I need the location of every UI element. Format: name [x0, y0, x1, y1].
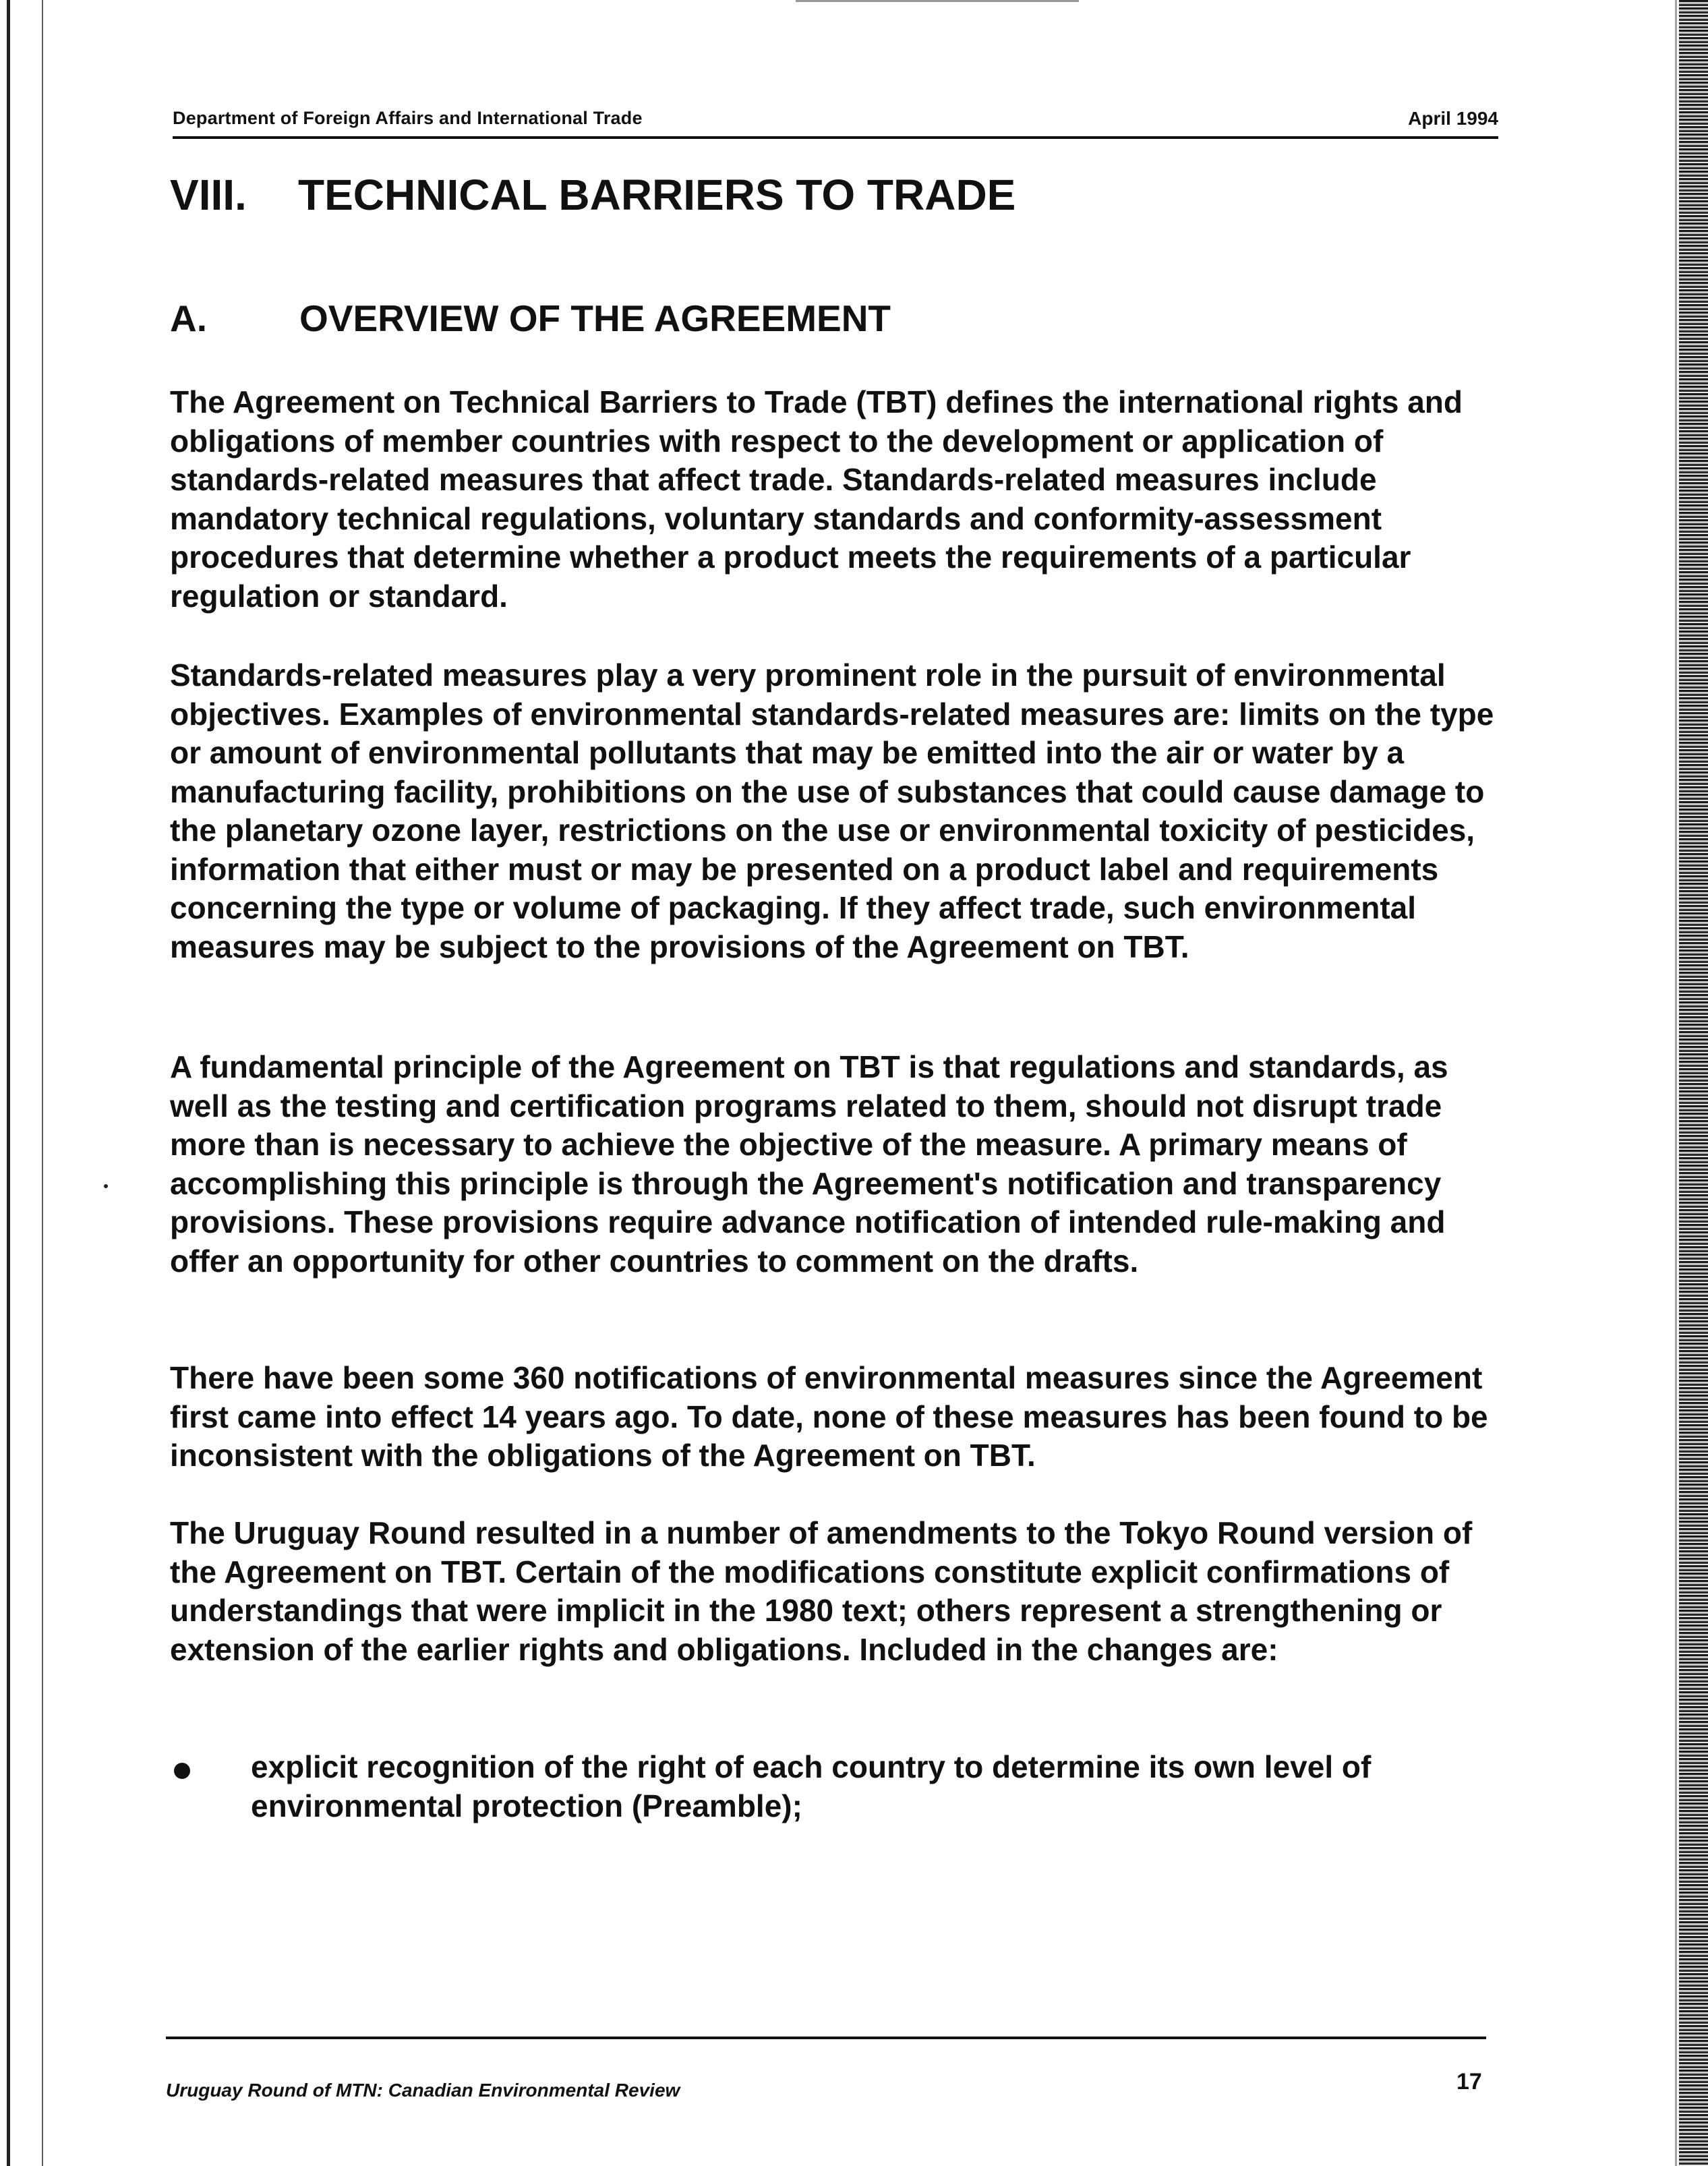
- scan-right-margin-line: [1675, 0, 1677, 2166]
- footer-publication-title: Uruguay Round of MTN: Canadian Environmental Review: [166, 2080, 680, 2101]
- header-department: Department of Foreign Affairs and International Trade: [173, 108, 643, 128]
- scan-left-margin-line: [42, 0, 43, 2166]
- paragraph: Standards-related measures play a very prominent role in the pursuit of environmental objectives. Examples of environmental standards-related measures are: limits on the type or amount of environmental pollutants that may be emitted into the air or water by a manufacturing facility, prohibitions on the use of substances that could cause damage to the planetary ozone layer, restrictions on the use or environmental toxicity of pesticides, information that either must or may be presented on a product label and requirements concerning the type or volume of packaging. If they affect trade, such environmental measures may be subject to the provisions of the Agreement on TBT.: [170, 657, 1494, 964]
- paragraph: The Agreement on Technical Barriers to Trade (TBT) defines the international rights and obligations of member countries with respect to the development or application of standards-related measures that affect trade. Standards-related measures include mandatory technical regulations, voluntary standards and conformity-assessment procedures that determine whether a product meets the requirements of a particular regulation or standard.: [170, 384, 1463, 614]
- chapter-number: VIII.: [170, 171, 247, 219]
- header-rule: [173, 136, 1498, 139]
- scan-right-edge: [1679, 0, 1708, 2166]
- section-title-text: OVERVIEW OF THE AGREEMENT: [299, 297, 891, 339]
- bullet-text: explicit recognition of the right of each country to determine its own level of environmental protection (Preamble);: [251, 1749, 1372, 1823]
- paragraph: The Uruguay Round resulted in a number of amendments to the Tokyo Round version of the Agreement on TBT. Certain of the modifications constitute explicit confirmations of understandings that were implicit in the 1980 text; others represent a strengthening or extension of the earlier rights and obligations. Included in the changes are:: [170, 1515, 1473, 1667]
- page-number: 17: [1456, 2069, 1482, 2095]
- scan-top-mark: [796, 0, 1079, 2]
- footer-rule: [166, 2037, 1486, 2039]
- page-header: [173, 108, 1498, 135]
- paragraph: A fundamental principle of the Agreement on TBT is that regulations and standards, as well as the testing and certification programs related to them, should not disrupt trade more than is necessary to achieve the objective of the measure. A primary means of accomplishing this principle is through the Agreement's notification and transparency provisions. These provisions require advance notification of intended rule-making and offer an opportunity for other countries to comment on the drafts.: [170, 1049, 1448, 1279]
- scan-speck: [104, 1184, 108, 1188]
- scan-left-edge: [7, 0, 10, 2166]
- chapter-title-text: TECHNICAL BARRIERS TO TRADE: [298, 171, 1016, 219]
- header-date: April 1994: [1408, 108, 1498, 129]
- section-letter: A.: [170, 297, 207, 339]
- paragraph: There have been some 360 notifications of environmental measures since the Agreement first came into effect 14 years ago. To date, none of these measures has been found to be inconsistent with the obligations of the Agreement on TBT.: [170, 1360, 1488, 1473]
- chapter-title: [170, 170, 1015, 220]
- bullet-icon: [174, 1763, 190, 1779]
- section-title: [170, 297, 891, 340]
